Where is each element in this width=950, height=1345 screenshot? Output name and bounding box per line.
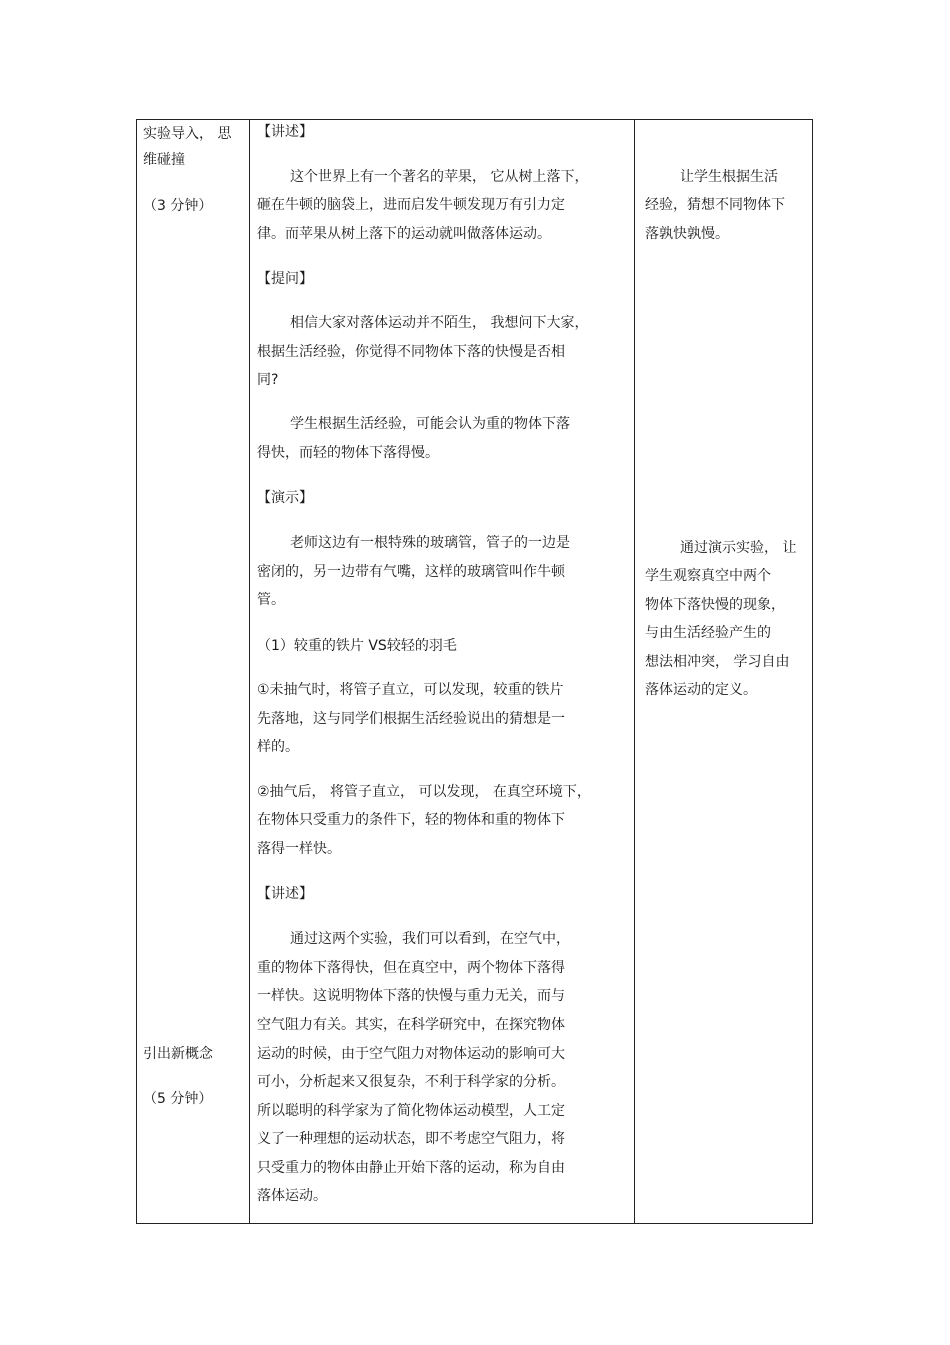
stage1-title-line1: 实验导入， 思 [143,126,232,142]
paragraph-line: 落体运动。 [257,1188,327,1204]
intent-line: 学生观察真空中两个 [645,568,771,584]
heading-question: 【提问】 [257,271,313,287]
heading-demo: 【演示】 [257,490,313,506]
paragraph-line: 重的物体下落得快，但在真空中，两个物体下落得 [257,960,565,976]
paragraph-line: 根据生活经验，你觉得不同物体下落的快慢是否相 [257,344,565,360]
paragraph-line: 同? [257,372,279,388]
intent-line: 与由生活经验产生的 [645,625,771,641]
paragraph-line: 空气阻力有关。其实，在科学研究中，在探究物体 [257,1017,565,1033]
intent-line: 让学生根据生活 [680,169,778,185]
paragraph-line: ②抽气后， 将管子直立， 可以发现， 在真空环境下， [257,784,591,800]
intent-line: 落体运动的定义。 [645,682,757,698]
paragraph-line: 可小，分析起来又很复杂，不利于科学家的分析。 [257,1074,565,1090]
paragraph-line: 只受重力的物体由静止开始下落的运动，称为自由 [257,1160,565,1176]
paragraph-line: 学生根据生活经验，可能会认为重的物体下落 [290,416,570,432]
stage2-title: 引出新概念 [143,1046,213,1062]
paragraph-line: 样的。 [257,739,299,755]
paragraph-line: 相信大家对落体运动并不陌生， 我想问下大家， [290,315,589,331]
intent-line: 想法相冲突， 学习自由 [645,654,790,670]
stage1-time: （3 分钟） [143,198,213,214]
paragraph-line: 落得一样快。 [257,841,341,857]
intent-line: 经验，猜想不同物体下 [645,197,785,213]
heading-narrate: 【讲述】 [257,124,313,140]
intent-line: 物体下落快慢的现象， [645,597,785,613]
paragraph-line: 义了一种理想的运动状态，即不考虑空气阻力，将 [257,1131,565,1147]
paragraph-line: 管。 [257,592,285,608]
paragraph-line: 这个世界上有一个著名的苹果， 它从树上落下， [290,169,589,185]
column-divider [249,120,250,1223]
demo-item: （1）较重的铁片 VS较轻的羽毛 [257,638,457,654]
paragraph-line: 通过这两个实验，我们可以看到，在空气中， [290,931,570,947]
paragraph-line: 所以聪明的科学家为了简化物体运动模型，人工定 [257,1103,565,1119]
intent-line: 落孰快孰慢。 [645,226,729,242]
intent-line: 通过演示实验， 让 [680,540,797,556]
column-divider [634,120,635,1223]
paragraph-line: ①未抽气时，将管子直立，可以发现，较重的铁片 [257,682,564,698]
heading-narrate: 【讲述】 [257,886,313,902]
paragraph-line: 运动的时候，由于空气阻力对物体运动的影响可大 [257,1046,565,1062]
paragraph-line: 老师这边有一根特殊的玻璃管，管子的一边是 [290,535,570,551]
paragraph-line: 一样快。这说明物体下落的快慢与重力无关，而与 [257,988,565,1004]
stage2-time: （5 分钟） [143,1091,213,1107]
paragraph-line: 砸在牛顿的脑袋上，进而启发牛顿发现万有引力定 [257,197,565,213]
paragraph-line: 先落地，这与同学们根据生活经验说出的猜想是一 [257,711,565,727]
paragraph-line: 在物体只受重力的条件下，轻的物体和重的物体下 [257,812,565,828]
paragraph-line: 律。而苹果从树上落下的运动就叫做落体运动。 [257,226,551,242]
paragraph-line: 得快，而轻的物体下落得慢。 [257,445,439,461]
stage1-title-line2: 维碰撞 [143,152,185,168]
paragraph-line: 密闭的，另一边带有气嘴，这样的玻璃管叫作牛顿 [257,564,565,580]
